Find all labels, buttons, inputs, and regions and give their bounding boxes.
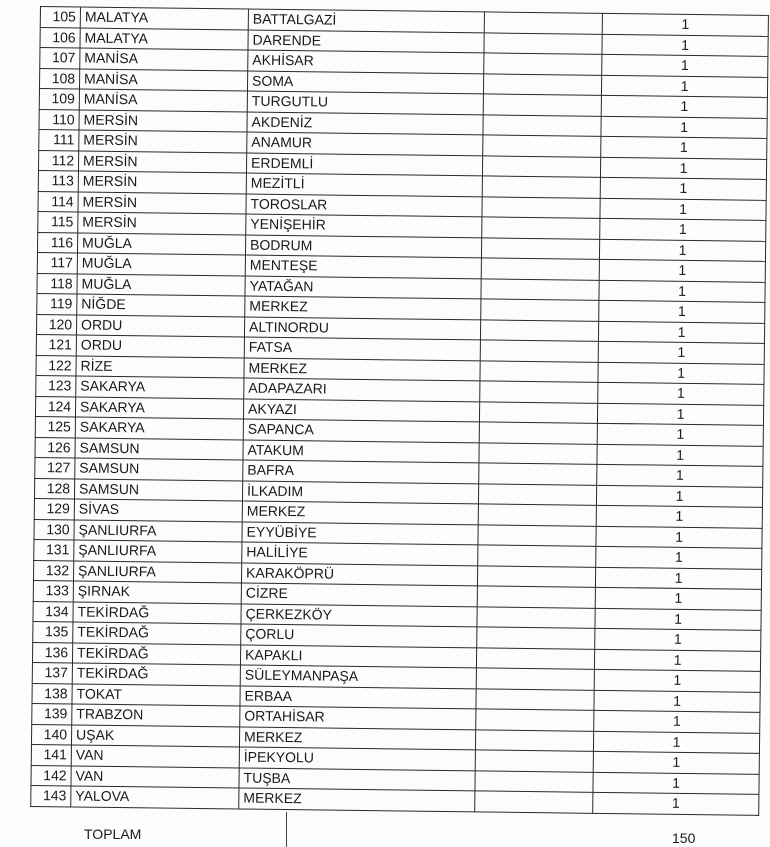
district-cell: TURGUTLU [247,91,483,114]
empty-cell [482,155,600,177]
row-number-cell: 127 [35,457,75,478]
count-cell: 1 [595,608,761,631]
count-cell: 1 [598,321,764,344]
empty-cell [484,32,602,54]
row-number-cell: 105 [40,7,80,28]
district-cell: DARENDE [248,30,484,53]
row-number-cell: 137 [32,662,72,683]
empty-cell [476,668,594,690]
district-cell: TOROSLAR [246,194,482,217]
district-cell: ALTINORDU [244,317,480,340]
province-cell: TRABZON [72,704,240,727]
empty-cell [478,483,596,505]
count-cell: 1 [597,444,763,467]
row-number-cell: 117 [37,252,77,273]
province-cell: ORDU [76,335,244,358]
row-number-cell: 134 [33,601,73,622]
district-cell: MERKEZ [244,358,480,381]
row-number-cell: 136 [32,642,72,663]
district-cell: AKYAZI [243,399,479,422]
province-cell: SAMSUN [75,458,243,481]
row-number-cell: 120 [36,314,76,335]
empty-cell [477,565,595,587]
province-cell: ORDU [76,314,244,337]
empty-cell [484,12,602,34]
count-cell: 1 [593,792,759,815]
row-number-cell: 106 [40,27,80,48]
empty-cell [475,729,593,751]
count-cell: 1 [593,751,759,774]
province-cell: ŞANLIURFA [74,540,242,563]
district-cell: MERKEZ [242,501,478,524]
province-cell: TEKİRDAĞ [72,642,240,665]
empty-cell [475,770,593,792]
row-number-cell: 130 [34,519,74,540]
count-cell: 1 [597,464,763,487]
province-cell: ŞANLIURFA [74,519,242,542]
province-cell: SAKARYA [75,417,243,440]
empty-cell [476,647,594,669]
province-cell: UŞAK [71,724,239,747]
count-cell: 1 [593,772,759,795]
total-value: 150 [672,830,696,846]
district-cell: MERKEZ [245,296,481,319]
count-cell: 1 [600,157,766,180]
district-table [30,6,769,815]
district-cell: ERBAA [240,685,476,708]
empty-cell [483,114,601,136]
total-label: TOPLAM [84,826,142,842]
province-cell: YALOVA [71,786,239,809]
empty-cell [477,586,595,608]
empty-cell [479,401,597,423]
empty-cell [475,791,593,813]
province-cell: VAN [71,765,239,788]
empty-cell [476,688,594,710]
province-cell: MALATYA [80,7,248,30]
district-cell: ANAMUR [247,132,483,155]
empty-cell [484,53,602,75]
empty-cell [478,524,596,546]
row-number-cell: 124 [35,396,75,417]
row-number-cell: 139 [32,703,72,724]
empty-cell [482,176,600,198]
province-cell: SAMSUN [74,478,242,501]
count-cell: 1 [596,546,762,569]
count-cell: 1 [601,116,767,139]
count-cell: 1 [599,259,765,282]
province-cell: SAKARYA [76,376,244,399]
row-number-cell: 119 [37,293,77,314]
province-cell: MERSİN [79,109,247,132]
district-cell: ÇORLU [241,624,477,647]
district-cell: EYYÜBİYE [242,522,478,545]
district-cell: MENTEŞE [245,255,481,278]
count-cell: 1 [595,587,761,610]
row-number-cell: 129 [34,498,74,519]
count-cell: 1 [600,218,766,241]
district-cell: YATAĞAN [245,276,481,299]
row-number-cell: 123 [36,375,76,396]
province-cell: MANİSA [79,68,247,91]
empty-cell [483,135,601,157]
province-cell: ŞIRNAK [73,581,241,604]
row-number-cell: 110 [39,109,79,130]
district-cell: KARAKÖPRÜ [241,563,477,586]
province-cell: TEKİRDAĞ [72,663,240,686]
row-number-cell: 118 [37,273,77,294]
count-cell: 1 [601,136,767,159]
count-cell: 1 [594,649,760,672]
district-cell: MERKEZ [239,726,475,749]
empty-cell [478,504,596,526]
province-cell: SAKARYA [75,396,243,419]
row-number-cell: 133 [33,580,73,601]
row-number-cell: 116 [37,232,77,253]
row-number-cell: 115 [38,211,78,232]
empty-cell [475,750,593,772]
count-cell: 1 [598,362,764,385]
province-cell: SİVAS [74,499,242,522]
count-cell: 1 [597,403,763,426]
count-cell: 1 [598,341,764,364]
empty-cell [482,217,600,239]
row-number-cell: 138 [32,683,72,704]
row-number-cell: 143 [31,785,71,806]
count-cell: 1 [594,690,760,713]
row-number-cell: 135 [33,621,73,642]
row-number-cell: 114 [38,191,78,212]
district-cell: İLKADIM [242,481,478,504]
province-cell: MERSİN [78,150,246,173]
count-cell: 1 [602,54,768,77]
row-number-cell: 126 [35,437,75,458]
row-number-cell: 141 [31,744,71,765]
district-cell: BODRUM [245,235,481,258]
row-number-cell: 111 [39,129,79,150]
empty-cell [483,73,601,95]
province-cell: MANİSA [79,89,247,112]
empty-cell [481,237,599,259]
count-cell: 1 [596,505,762,528]
district-cell: SOMA [247,71,483,94]
empty-cell [477,627,595,649]
province-cell: SAMSUN [75,437,243,460]
province-cell: MUĞLA [77,253,245,276]
province-cell: VAN [71,745,239,768]
column-divider [286,812,287,847]
empty-cell [477,606,595,628]
province-cell: MANİSA [80,48,248,71]
province-cell: ŞANLIURFA [73,560,241,583]
district-cell: ORTAHİSAR [240,706,476,729]
province-cell: MERSİN [78,191,246,214]
count-cell: 1 [598,382,764,405]
empty-cell [480,340,598,362]
count-cell: 1 [593,731,759,754]
province-cell: TOKAT [72,683,240,706]
row-number-cell: 131 [34,539,74,560]
province-cell: TEKİRDAĞ [73,601,241,624]
district-cell: ERDEMLİ [246,153,482,176]
district-cell: BATTALGAZİ [248,9,484,32]
count-cell: 1 [596,485,762,508]
row-number-cell: 107 [40,48,80,69]
count-cell: 1 [594,669,760,692]
province-cell: MUĞLA [77,232,245,255]
row-number-cell: 108 [39,68,79,89]
count-cell: 1 [601,75,767,98]
empty-cell [482,196,600,218]
province-cell: MALATYA [80,27,248,50]
district-cell: SAPANCA [243,419,479,442]
table-body [31,7,769,815]
district-cell: YENİŞEHİR [246,214,482,237]
district-cell: HALİLİYE [242,542,478,565]
count-cell: 1 [597,423,763,446]
row-number-cell: 121 [36,334,76,355]
count-cell: 1 [601,95,767,118]
row-number-cell: 112 [38,150,78,171]
province-cell: TEKİRDAĞ [73,622,241,645]
row-number-cell: 125 [35,416,75,437]
empty-cell [480,381,598,403]
province-cell: RİZE [76,355,244,378]
empty-cell [480,319,598,341]
count-cell: 1 [595,628,761,651]
district-cell: ÇERKEZKÖY [241,604,477,627]
district-cell: AKDENİZ [247,112,483,135]
district-cell: ADAPAZARI [244,378,480,401]
district-cell: TUŞBA [239,767,475,790]
count-cell: 1 [602,34,768,57]
empty-cell [479,422,597,444]
district-cell: MERKEZ [239,788,475,811]
province-cell: MERSİN [78,212,246,235]
empty-cell [480,360,598,382]
count-cell: 1 [600,198,766,221]
district-cell: FATSA [244,337,480,360]
district-cell: AKHİSAR [248,50,484,73]
province-cell: MUĞLA [77,273,245,296]
empty-cell [479,463,597,485]
empty-cell [483,94,601,116]
district-cell: İPEKYOLU [239,747,475,770]
count-cell: 1 [596,526,762,549]
count-cell: 1 [599,300,765,323]
row-number-cell: 142 [31,765,71,786]
province-cell: MERSİN [79,130,247,153]
row-number-cell: 128 [34,478,74,499]
row-number-cell: 113 [38,170,78,191]
count-cell: 1 [599,280,765,303]
province-cell: MERSİN [78,171,246,194]
empty-cell [481,299,599,321]
count-cell: 1 [600,177,766,200]
empty-cell [481,258,599,280]
row-number-cell: 140 [31,724,71,745]
row-number-cell: 122 [36,355,76,376]
count-cell: 1 [594,710,760,733]
empty-cell [479,442,597,464]
empty-cell [481,278,599,300]
count-cell: 1 [602,13,768,36]
row-number-cell: 109 [39,88,79,109]
empty-cell [476,709,594,731]
count-cell: 1 [599,239,765,262]
district-cell: ATAKUM [243,440,479,463]
district-cell: CİZRE [241,583,477,606]
province-cell: NİĞDE [77,294,245,317]
district-cell: SÜLEYMANPAŞA [240,665,476,688]
empty-cell [478,545,596,567]
district-cell: KAPAKLI [240,644,476,667]
district-cell: BAFRA [243,460,479,483]
row-number-cell: 132 [33,560,73,581]
count-cell: 1 [595,567,761,590]
district-cell: MEZİTLİ [246,173,482,196]
